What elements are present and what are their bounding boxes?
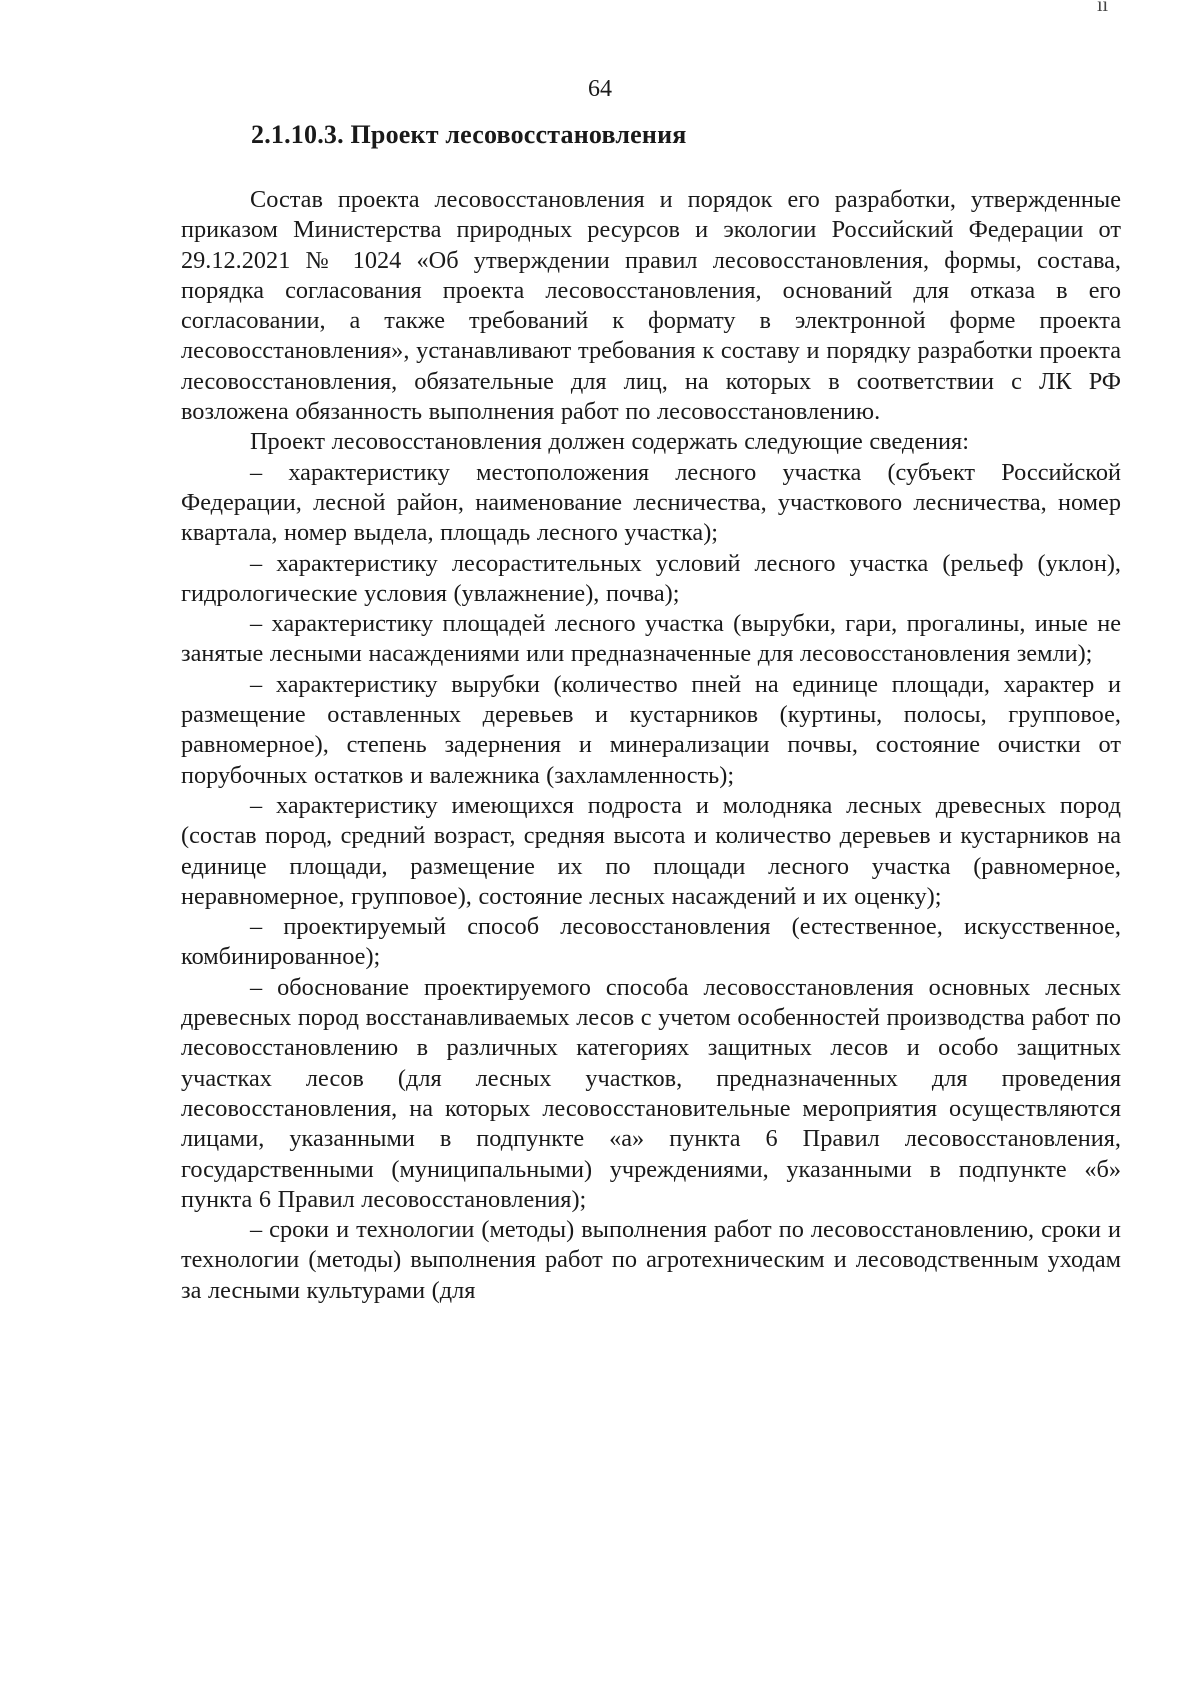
list-item-location: – характеристику местоположения лесного участка (субъект Российской Федерации, лесной район, наименование лесничества, участкового лесничества, номер квартала, номер выдела, площадь лесного участка); [181,458,1121,547]
list-item-clearcut: – характеристику вырубки (количество пней на единице площади, характер и размещение оставленных деревьев и кустарников (куртины, полосы, групповое, равномерное), степень задернения и минерализации почвы, состояние очистки от порубочных остатков и валежника (захламленность); [181,670,1121,789]
list-item-timing: – сроки и технологии (методы) выполнения работ по лесовосстановлению, сроки и технологии (методы) выполнения работ по агротехническим и лесоводственным уходам за лесными культурами (для [181,1216,1121,1304]
section-heading: 2.1.10.3. Проект лесовосстановления [251,120,687,149]
list-item-justification: – обоснование проектируемого способа лесовосстановления основных лесных древесных пород восстанавливаемых лесов с учетом особенностей производства работ по лесовосстановлению в различных категориях защитных лесов и особо защитных участках лесов (для лесных участков, предназначенных для проведения лесовосстановления, на которых лесовосстановительные мероприятия осуществляются лицами, указанными в подпункте «а» пункта 6 Правил лесовосстановления, государственными (муниципальными) учреждениями, указанными в подпункте «б» пункта 6 Правил лесовосстановления); [181,973,1121,1213]
list-intro-paragraph: Проект лесовосстановления должен содержать следующие сведения: [250,428,969,456]
intro-paragraph: Состав проекта лесовосстановления и порядок его разработки, утвержденные приказом Министерства природных ресурсов и экологии Российский Федерации от 29.12.2021 № 1024 «Об утверждении правил лесовосстановления, формы, состава, порядка согласования проекта лесовосстановления, оснований для отказа в его согласовании, а также требований к формату в электронной форме проекта лесовосстановления», устанавливают требования к составу и порядку разработки проекта лесовосстановления, обязательные для лиц, на которых в соответствии с ЛК РФ возложена обязанность выполнения работ по лесовосстановлению. [181,186,1121,426]
list-item-undergrowth: – характеристику имеющихся подроста и молодняка лесных древесных пород (состав пород, средний возраст, средняя высота и количество деревьев и кустарников на единице площади, размещение их по площади лесного участка (равномерное, неравномерное, групповое), состояние лесных насаждений и их оценку); [181,791,1121,910]
list-item-growing-conditions: – характеристику лесорастительных условий лесного участка (рельеф (уклон), гидрологические условия (увлажнение), почва); [181,549,1121,607]
body-text [181,185,1121,1306]
page-number: 64 [588,76,612,102]
list-item-areas: – характеристику площадей лесного участка (вырубки, гари, прогалины, иные не занятые лесными насаждениями или предназначенные для лесовосстановления земли); [181,610,1121,668]
corner-mark: ıı [1097,0,1109,16]
list-item-method: – проектируемый способ лесовосстановления (естественное, искусственное, комбинированное); [181,913,1121,971]
